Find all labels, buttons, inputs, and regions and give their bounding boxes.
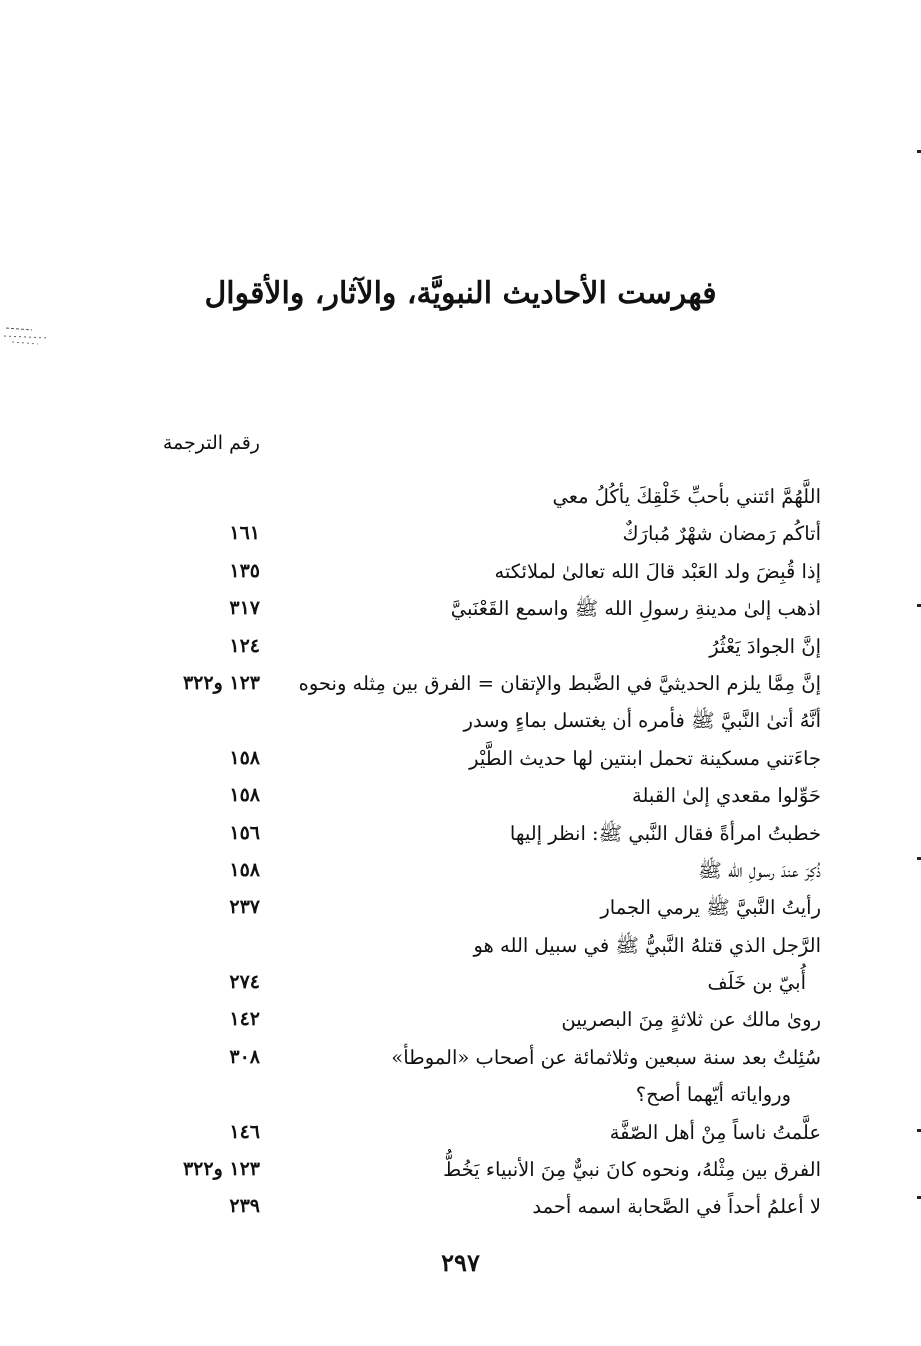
entry-number: ٢٧٤ <box>229 971 260 994</box>
list-item <box>0 815 921 852</box>
list-item <box>0 1188 921 1225</box>
entry-number: ٣٠٨ <box>229 1045 260 1068</box>
entry-text: إنَّ مِمَّا يلزم الحديثيَّ في الضَّبط والإتقان = الفرق بين مِثله ونحوه <box>298 671 821 695</box>
entry-text: رأيتُ النَّبيَّ ﷺ يرمي الجمار <box>600 896 821 920</box>
entry-text: الفرق بين مِثْلهُ، ونحوه كانَ نبيٌّ مِنَ الأنبياء يَخُطُّ <box>443 1158 821 1182</box>
list-item <box>0 889 921 926</box>
entry-number: ١٥٨ <box>229 784 260 807</box>
entry-number: ٣١٧ <box>229 597 260 620</box>
page-title: فهرست الأحاديث النبويَّة، والآثار، والأقوال <box>204 276 717 311</box>
list-item <box>0 1039 921 1076</box>
margin-mark <box>917 150 921 153</box>
list-item <box>0 740 921 777</box>
scan-artifact-mark <box>2 322 50 348</box>
list-item <box>0 1151 921 1188</box>
entry-text: إنَّ الجوادَ يَعْثُرُ <box>709 634 821 658</box>
list-item <box>0 1114 921 1151</box>
list-item <box>0 628 921 665</box>
entry-text: أنَّهُ أتىٰ النَّبيَّ ﷺ فأمره أن يغتسل بماءٍ وسدر <box>463 709 821 733</box>
entry-text: روىٰ مالك عن ثلاثةٍ مِنَ البصريين <box>561 1008 821 1032</box>
entry-text: سُئِلتُ بعد سنة سبعين وثلاثمائة عن أصحاب «الموطأ» <box>391 1045 821 1069</box>
entry-number: ٢٣٧ <box>229 896 260 919</box>
page-number: ٢٩٧ <box>441 1248 480 1277</box>
column-header: رقم الترجمة <box>162 432 260 454</box>
entry-number: ١٣٥ <box>229 559 260 582</box>
entry-number: ١٢٣ و٣٢٢ <box>182 1158 260 1181</box>
entry-number: ١٥٦ <box>229 821 260 844</box>
entry-text: علَّمتُ ناساً مِنْ أهل الصّفَّة <box>609 1120 821 1144</box>
entry-number: ١٥٨ <box>229 858 260 881</box>
entry-text: أُبيّ بن خَلَف <box>707 971 806 995</box>
entry-number: ١٤٦ <box>229 1120 260 1143</box>
list-item <box>0 964 921 1001</box>
entry-text: الرَّجل الذي قتلهُ النَّبيُّ ﷺ في سبيل الله هو <box>473 933 821 957</box>
list-item <box>0 852 921 889</box>
list-item <box>0 478 921 515</box>
list-item <box>0 702 921 739</box>
entry-number: ١٥٨ <box>229 746 260 769</box>
entry-text: جاءَتني مسكينة تحمل ابنتين لها حديث الطَّيْر <box>469 746 821 770</box>
entry-text: ذُكِرَ عندَ رسولِ الله ﷺ <box>698 858 821 882</box>
list-item <box>0 553 921 590</box>
index-list <box>0 478 921 1226</box>
list-item <box>0 1001 921 1038</box>
entry-number: ١٦١ <box>229 522 260 545</box>
entry-text: اذهب إلىٰ مدينةِ رسولِ الله ﷺ واسمع القَعْنَبيَّ <box>450 597 821 621</box>
entry-number: ١٢٤ <box>229 634 260 657</box>
list-item <box>0 590 921 627</box>
list-item <box>0 927 921 964</box>
entry-text: أتاكُم رَمضان شهْرٌ مُبارَكٌ <box>622 522 821 546</box>
list-item <box>0 665 921 702</box>
entry-number: ٢٣٩ <box>229 1195 260 1218</box>
list-item <box>0 777 921 814</box>
entry-number: ١٢٣ و٣٢٢ <box>182 671 260 694</box>
list-item <box>0 515 921 552</box>
entry-text: إذا قُبِضَ ولد العَبْد قالَ الله تعالىٰ لملائكته <box>494 559 821 583</box>
entry-number: ١٤٢ <box>229 1008 260 1031</box>
entry-text: اللَّهُمَّ ائتني بأحبِّ خَلْقِكَ يأكُلُ معي <box>552 485 821 508</box>
list-item <box>0 1076 921 1113</box>
entry-text: ورواياته أيّهما أصح؟ <box>635 1083 791 1107</box>
entry-text: خطبتُ امرأةً فقال النَّبي ﷺ: انظر إليها <box>509 821 821 845</box>
entry-text: حَوِّلوا مقعدي إلىٰ القبلة <box>631 784 821 808</box>
entry-text: لا أعلمُ أحداً في الصَّحابة اسمه أحمد <box>532 1195 821 1219</box>
